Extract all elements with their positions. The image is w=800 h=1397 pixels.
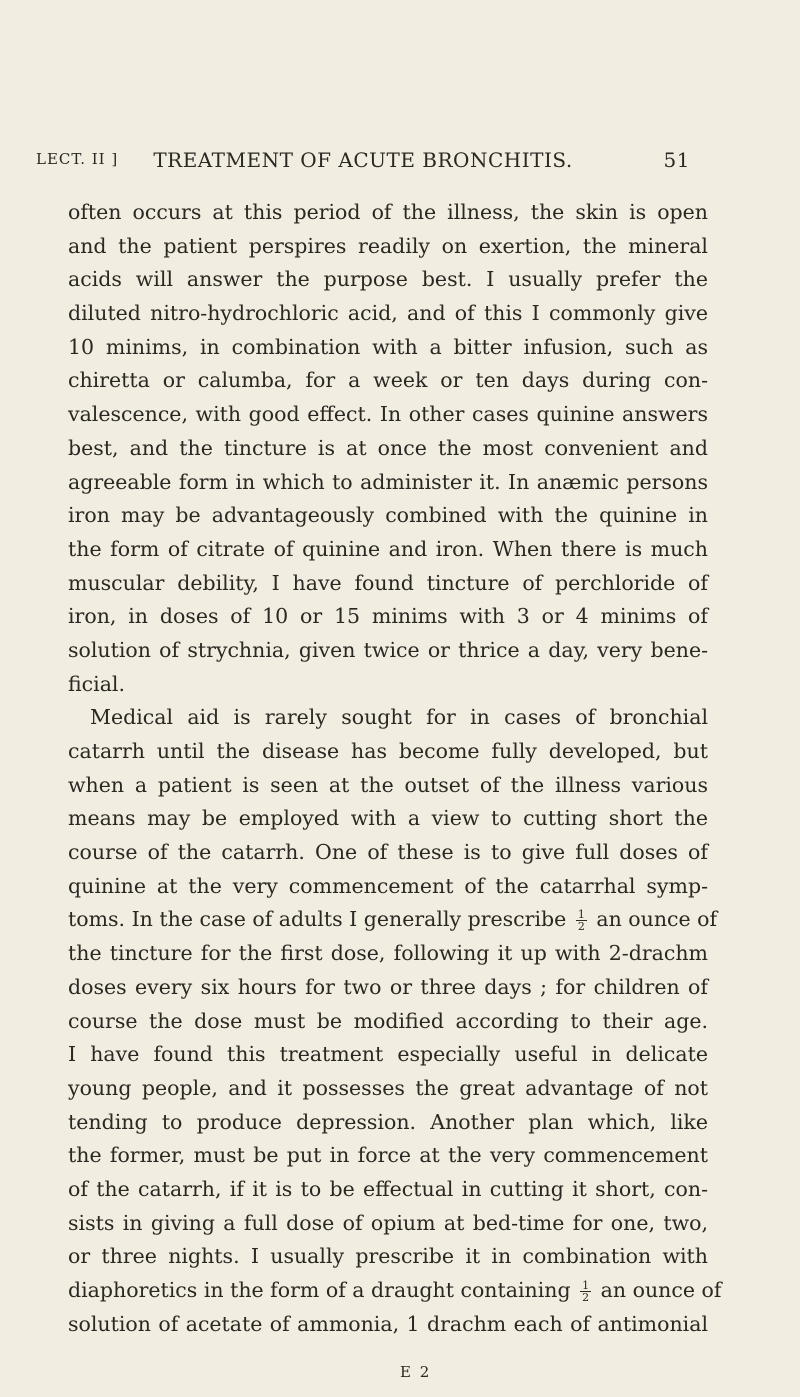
text-line: iron, in doses of 10 or 15 minims with 3 or 4 minims of [68, 604, 708, 629]
text-line-with-fraction [68, 903, 718, 937]
text-line-with-fraction [68, 1274, 722, 1308]
text-line: often occurs at this period of the illness, the skin is open [68, 200, 708, 224]
text-line: means may be employed with a view to cutting short the [68, 806, 708, 831]
text-line: the form of citrate of quinine and iron. When there is much [68, 536, 708, 561]
text-segment: toms. In the case of adults I generally prescribe [68, 907, 567, 932]
text-line: the tincture for the first dose, following it up with 2-drachm [68, 941, 708, 966]
text-line: course of the catarrh. One of these is to give full doses of [68, 840, 708, 865]
text-line: diluted nitro-hydrochloric acid, and of this I commonly give [68, 301, 708, 326]
text-line: ficial. [68, 671, 126, 696]
text-segment: diaphoretics in the form of a draught containing [68, 1278, 571, 1302]
running-title: TREATMENT OF ACUTE BRONCHITIS. [153, 148, 573, 172]
text-line: and the patient perspires readily on exertion, the mineral [68, 233, 708, 258]
text-line: young people, and it possesses the great advantage of not [68, 1075, 708, 1100]
paragraph-start-line: Medical aid is rarely sought for in cases of bronchial [90, 705, 708, 730]
text-segment: an ounce of [596, 907, 718, 932]
text-line: iron may be advantageously combined with the quinine in [68, 503, 708, 528]
text-line: valescence, with good effect. In other cases quinine answers [68, 402, 708, 427]
text-line: course the dose must be modified according to their age. [68, 1008, 708, 1033]
signature-mark: E 2 [400, 1363, 432, 1381]
text-line: tending to produce depression. Another plan which, like [68, 1109, 708, 1134]
running-header [36, 148, 690, 178]
text-line: agreeable form in which to administer it. In anæmic persons [68, 469, 708, 494]
text-line: quinine at the very commencement of the catarrhal symp- [68, 873, 708, 898]
fraction-one-half [576, 909, 587, 932]
fraction-numerator: 1 [577, 908, 585, 922]
text-line: catarrh until the disease has become fully developed, but [68, 739, 708, 763]
text-line: acids will answer the purpose best. I usually prefer the [68, 267, 708, 292]
text-line: solution of acetate of ammonia, 1 drachm each of antimonial [68, 1311, 708, 1336]
text-line: muscular debility, I have found tincture of perchloride of [68, 570, 708, 595]
text-line: the former, must be put in force at the very commencement [68, 1143, 708, 1168]
page-number: 51 [663, 148, 690, 172]
text-line: I have found this treatment especially useful in delicate [68, 1042, 708, 1067]
text-line: when a patient is seen at the outset of the illness various [68, 772, 708, 797]
text-line: sists in giving a full dose of opium at bed-time for one, two, [68, 1210, 708, 1235]
text-line: solution of strychnia, given twice or thrice a day, very bene- [68, 637, 708, 662]
text-line: or three nights. I usually prescribe it in combination with [68, 1244, 708, 1269]
text-line: 10 minims, in combination with a bitter infusion, such as [68, 334, 708, 359]
text-line: of the catarrh, if it is to be effectual in cutting it short, con- [68, 1176, 708, 1201]
text-line: best, and the tincture is at once the most convenient and [68, 435, 708, 460]
fraction-one-half [580, 1280, 591, 1303]
fraction-numerator: 1 [582, 1279, 590, 1292]
fraction-denominator: 2 [582, 1291, 590, 1304]
body-text [68, 196, 722, 1341]
lecture-label: LECT. II ] [36, 150, 119, 168]
fraction-denominator: 2 [577, 920, 585, 934]
text-line: doses every six hours for two or three days ; for children of [68, 974, 708, 999]
text-segment: an ounce of [600, 1278, 722, 1302]
text-line: chiretta or calumba, for a week or ten days during con- [68, 368, 708, 393]
